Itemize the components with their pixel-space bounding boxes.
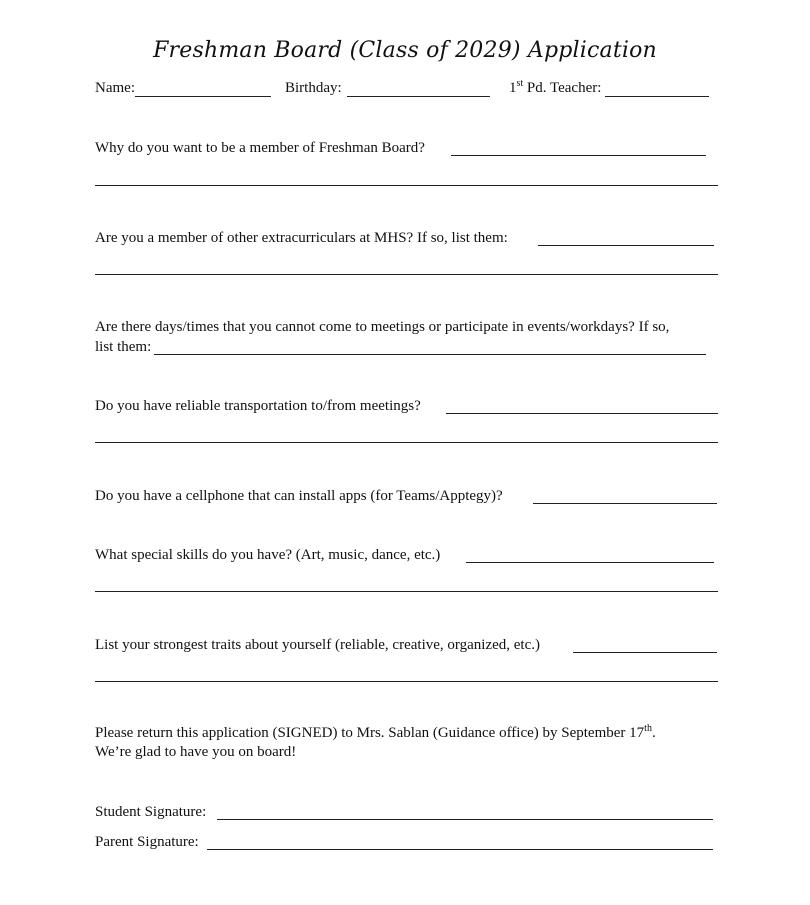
question-2 — [95, 229, 508, 247]
name-field[interactable] — [135, 81, 271, 97]
teacher-label: Pd. Teacher: — [523, 80, 602, 96]
question-2-answer-line-2[interactable] — [95, 274, 718, 275]
question-5 — [95, 487, 503, 505]
question-1 — [95, 139, 425, 157]
question-5-answer-line[interactable] — [533, 503, 717, 504]
question-6 — [95, 546, 440, 564]
header-row — [95, 79, 271, 97]
teacher-label-sup: st — [516, 78, 524, 89]
question-3-answer-line[interactable] — [154, 354, 706, 355]
question-3-text-2: list them: — [95, 339, 152, 355]
question-6-text: What special skills do you have? (Art, music, dance, etc.) — [95, 547, 441, 563]
closing-line-1 — [95, 724, 656, 743]
question-3-line-1 — [95, 318, 669, 336]
parent-signature-row — [95, 833, 199, 851]
question-3-line-2 — [95, 338, 151, 356]
question-2-text: Are you a member of other extracurriculars at MHS? If so, list them: — [95, 230, 508, 246]
question-1-answer-line[interactable] — [451, 155, 706, 156]
question-7-answer-line[interactable] — [573, 652, 717, 653]
question-4 — [95, 397, 421, 415]
birthday-group — [285, 79, 490, 97]
question-6-answer-line[interactable] — [466, 562, 714, 563]
teacher-field[interactable] — [605, 81, 709, 97]
parent-signature-label: Parent Signature: — [95, 834, 199, 850]
question-2-answer-line[interactable] — [538, 245, 714, 246]
question-4-answer-line-2[interactable] — [95, 442, 718, 443]
student-signature-row — [95, 803, 206, 821]
question-7-text: List your strongest traits about yourself (reliable, creative, organized, etc.) — [95, 637, 540, 653]
birthday-field[interactable] — [347, 81, 490, 97]
question-7-answer-line-2[interactable] — [95, 681, 718, 682]
closing-welcome: We’re glad to have you on board! — [95, 744, 297, 760]
question-4-answer-line[interactable] — [446, 413, 718, 414]
question-3-text-1: Are there days/times that you cannot come to meetings or participate in events/workdays? If so, — [95, 319, 670, 335]
parent-signature-line[interactable] — [207, 849, 713, 850]
student-signature-label: Student Signature: — [95, 804, 207, 820]
question-1-answer-line-2[interactable] — [95, 185, 718, 186]
question-5-text: Do you have a cellphone that can install apps (for Teams/Apptegy)? — [95, 488, 503, 504]
question-7 — [95, 636, 540, 654]
closing-sup: th — [644, 723, 652, 734]
closing-text: Please return this application (SIGNED) to Mrs. Sablan (Guidance office) by September 17 — [95, 725, 645, 741]
question-4-text: Do you have reliable transportation to/from meetings? — [95, 398, 421, 414]
form-title: Freshman Board (Class of 2029) Application — [153, 38, 657, 63]
closing-period: . — [651, 725, 656, 741]
student-signature-line[interactable] — [217, 819, 713, 820]
question-6-answer-line-2[interactable] — [95, 591, 718, 592]
name-label: Name: — [95, 80, 135, 96]
birthday-label: Birthday: — [285, 80, 342, 96]
question-1-text: Why do you want to be a member of Freshman Board? — [95, 140, 425, 156]
teacher-group — [509, 79, 709, 97]
teacher-label-prefix: 1 — [509, 80, 517, 96]
closing-line-2 — [95, 743, 296, 762]
